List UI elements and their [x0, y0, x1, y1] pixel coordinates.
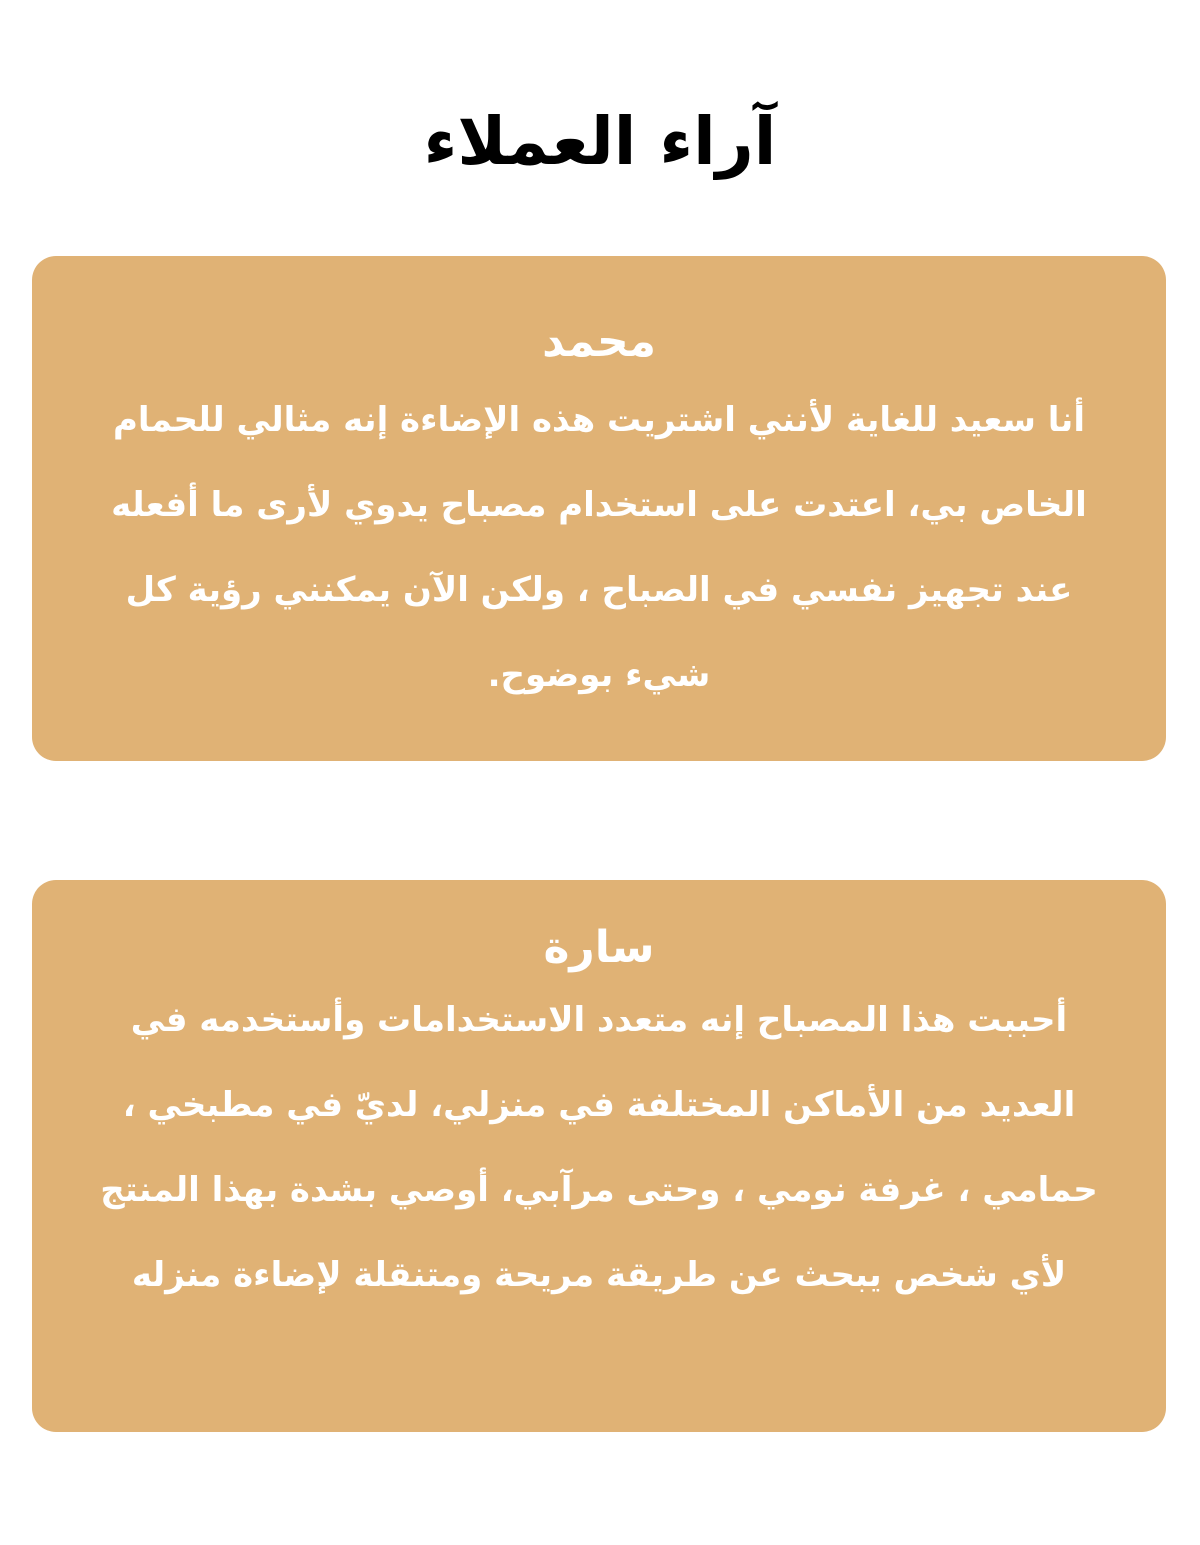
page-title: آراء العملاء [423, 103, 777, 180]
review-card [32, 256, 1166, 761]
reviewer-name: محمد [542, 316, 656, 367]
review-text: أنا سعيد للغاية لأنني اشتريت هذه الإضاءة إنه مثالي للحمام الخاص بي، اعتدت على استخدام مصباح يدوي لأرى ما أفعله عند تجهيز نفسي في الصباح ، ولكن الآن يمكنني رؤية كل شيء بوضوح. [111, 400, 1087, 695]
review-text: أحببت هذا المصباح إنه متعدد الاستخدامات وأستخدمه في العديد من الأماكن المختلفة في منزلي، لديّ في مطبخي ، حمامي ، غرفة نومي ، وحتى مرآبي، أوصي بشدة بهذا المنتج لأي شخص يبحث عن طريقة مريحة ومتنقلة لإضاءة منزله [100, 1000, 1098, 1295]
reviewer-name: سارة [543, 922, 655, 973]
review-card [32, 880, 1166, 1432]
